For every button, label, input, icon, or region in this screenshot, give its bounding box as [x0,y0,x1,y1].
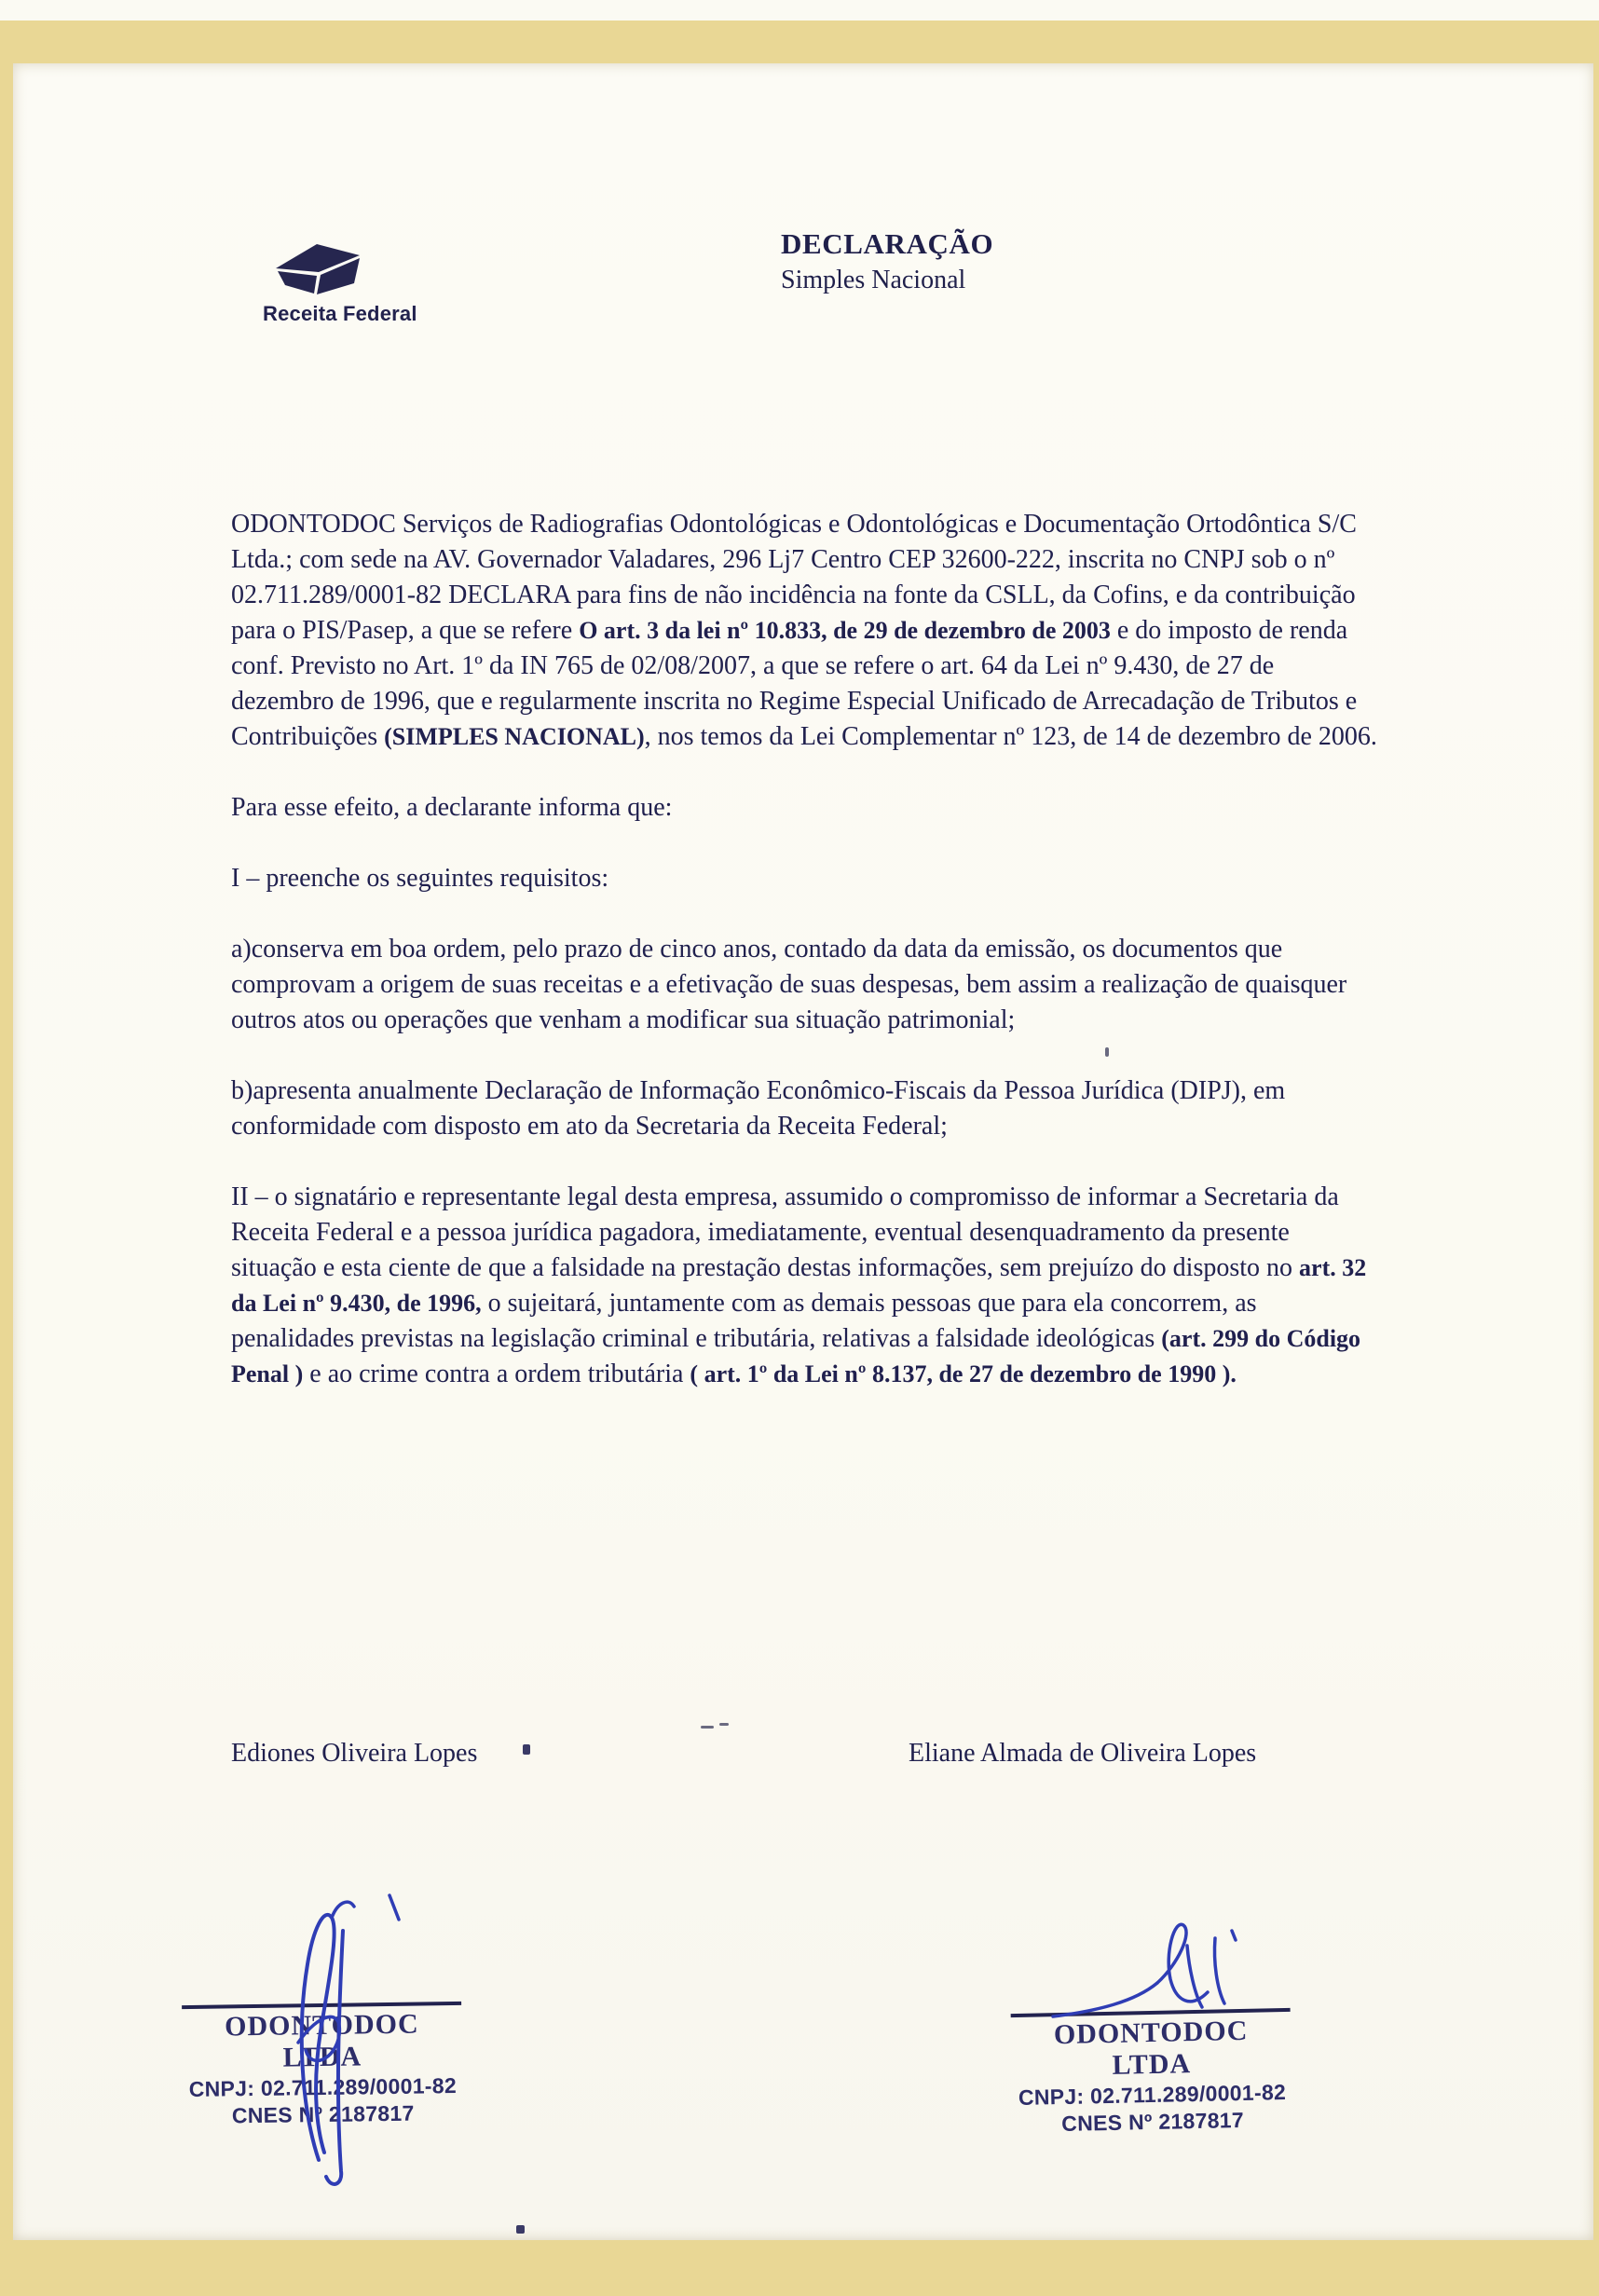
stamp-cnpj-left: CNPJ: 02.711.289/0001-82 [188,2072,458,2102]
stamp-company-left: ODONTODOC LTDA [224,2008,419,2073]
scan-edge-top [0,0,1599,20]
ink-mark [719,1723,729,1726]
stamp-cnes-right: CNES Nº 2187817 [1060,2107,1245,2137]
stamp-company-right: ODONTODOC LTDA [1053,2015,1249,2081]
stamp-cnes-left: CNES Nº 2187817 [231,2100,415,2128]
receita-federal-logo-icon [263,237,367,298]
ink-mark [1105,1047,1109,1057]
document-header [781,227,993,295]
text-segment: O art. 3 da lei nº 10.833, de 29 de dezembro de 2003 [579,617,1111,644]
paragraph-item-1: I – preenche os seguintes requisitos: [231,864,609,893]
signer-name-right: Eliane Almada de Oliveira Lopes [909,1739,1257,1768]
document-subtitle: Simples Nacional [781,266,966,294]
handwritten-signature-left [233,1875,438,2192]
text-segment: II – o signatário e representante legal desta empresa, assumido o compromisso de informar a Secretaria da Receita Federal e a pessoa jurídica pagadora, imediatamente, eventual desenquadramento da presente situação e esta ciente de que a falsidade na prestação destas informações, sem prejuízo do disposto no [231,1182,1339,1282]
stamp-cnpj-right: CNPJ: 02.711.289/0001-82 [1018,2079,1287,2110]
ink-mark [523,1744,530,1755]
handwritten-signature-right [1046,1912,1269,2043]
ink-mark [701,1726,714,1729]
receita-federal-logo [263,237,421,326]
paragraph-declaration [231,507,1379,755]
text-segment: ODONTODOC Serviços de Radiografias Odontológicas e Odontológicas e Documentação Ortodôntica S/C Ltda.; com sede na AV. Governador Valadares, 296 Lj7 Centro CEP 32600-222, inscrita no CNPJ sob o nº 02.711.289/0001-82 DECLARA para fins de não incidência na fonte da CSLL, da Cofins, e da contribuição para o PIS/Pasep, a que se refere [231,510,1357,645]
text-segment: ( art. 1º da Lei nº 8.137, de 27 de dezembro de 1990 ). [690,1360,1237,1387]
document-title: DECLARAÇÃO [781,227,994,260]
paragraph-item-b: b)apresenta anualmente Declaração de Informação Econômico-Fiscais da Pessoa Jurídica (DIPJ), em conformidade com disposto em ato da Secretaria da Receita Federal; [231,1076,1286,1141]
signer-name-left: Ediones Oliveira Lopes [231,1739,478,1768]
declaration-body [231,507,1379,1428]
paragraph-intro: Para esse efeito, a declarante informa que: [231,793,673,822]
text-segment: (SIMPLES NACIONAL) [384,723,645,750]
paragraph-item-a: a)conserva em boa ordem, pelo prazo de cinco anos, contado da data da emissão, os documentos que comprovam a origem de suas receitas e a efetivação de suas despesas, bem assim a realização de quaisquer outros atos ou operações que venham a modificar sua situação patrimonial; [231,935,1347,1034]
text-segment: art. 32 da Lei nº 9.430, de 1996, [231,1254,1367,1317]
text-segment: e do imposto de renda conf. Previsto no Art. 1º da IN 765 de 02/08/2007, a que se refere o art. 64 da Lei nº 9.430, de 27 de dezembro de 1996, que e regularmente inscrita no Regime Especial Unificado de Arrecadação de Tributos e Contribuições [231,616,1358,751]
logo-wordmark: Receita Federal [263,302,417,325]
text-segment: (art. 299 do Código Penal ) [231,1325,1361,1387]
text-segment: e ao crime contra a ordem tributária [303,1360,690,1388]
ink-mark [516,2225,525,2234]
text-segment: o sujeitará, juntamente com as demais pessoas que para ela concorrem, as penalidades previstas na legislação criminal e tributária, relativas a falsidade ideológicas [231,1289,1257,1353]
text-segment: , nos temos da Lei Complementar nº 123, de 14 de dezembro de 2006. [644,722,1377,751]
paragraph-item-2 [231,1180,1379,1392]
